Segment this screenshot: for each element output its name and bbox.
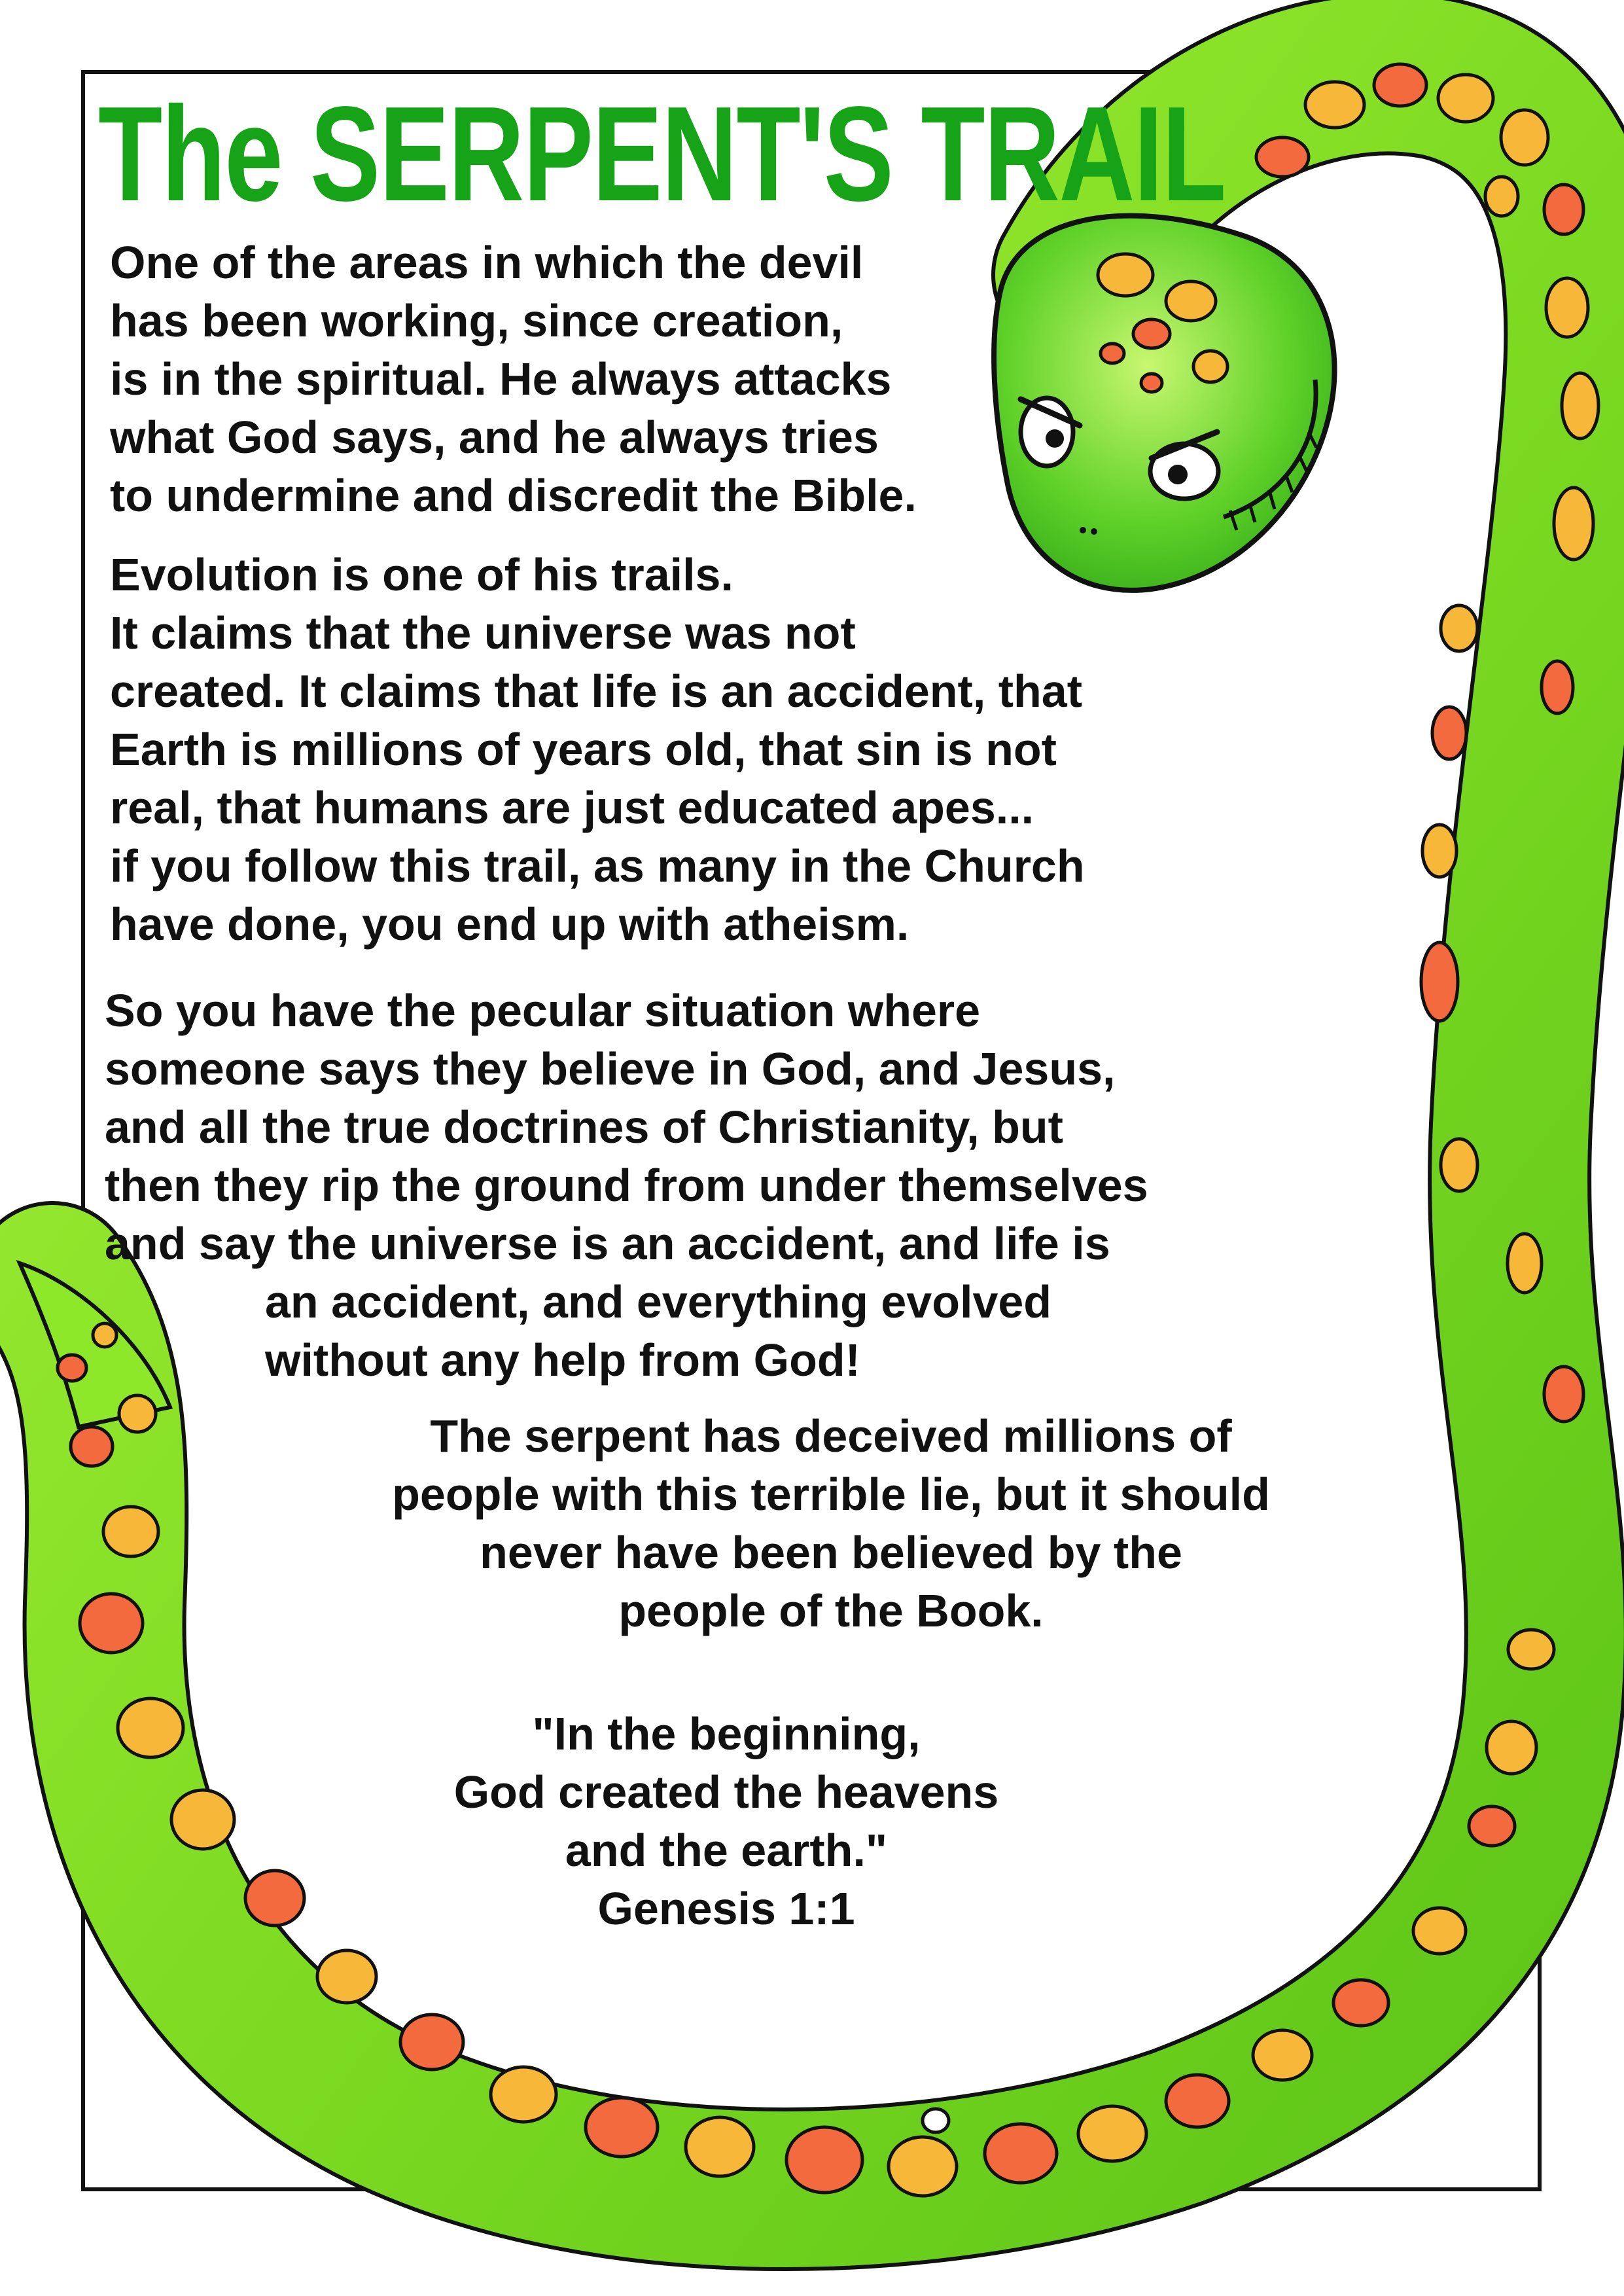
paragraph-line: created. It claims that life is an accident, that <box>110 666 1083 717</box>
page-title: The SERPENT'S TRAIL <box>98 79 1226 229</box>
paragraph-line: an accident, and everything evolved <box>265 1276 1052 1327</box>
paragraph-line: if you follow this trail, as many in the Church <box>110 840 1085 891</box>
paragraph-line: people of the Book. <box>618 1585 1044 1636</box>
paragraph-4 <box>314 1407 1348 1640</box>
paragraph-2 <box>110 546 1085 954</box>
paragraph-line: is in the spiritual. He always attacks <box>110 353 892 404</box>
paragraph-line: and all the true doctrines of Christianity, but <box>105 1102 1063 1153</box>
quote-reference: Genesis 1:1 <box>597 1883 855 1934</box>
paragraph-line: then they rip the ground from under themselves <box>105 1160 1148 1211</box>
paragraph-line: has been working, since creation, <box>110 295 843 346</box>
bible-quote <box>366 1705 1086 1938</box>
paragraph-line: real, that humans are just educated apes... <box>110 782 1034 833</box>
paragraph-line: Evolution is one of his trails. <box>110 549 733 600</box>
quote-line: and the earth." <box>565 1825 888 1876</box>
paragraph-line: without any help from God! <box>265 1335 860 1386</box>
quote-line: "In the beginning, <box>532 1708 921 1759</box>
paragraph-line: and say the universe is an accident, and life is <box>105 1218 1110 1269</box>
quote-line: God created the heavens <box>453 1767 999 1818</box>
paragraph-1 <box>110 234 917 525</box>
paragraph-line: people with this terrible lie, but it should <box>392 1469 1270 1520</box>
paragraph-line: what God says, and he always tries <box>110 412 879 463</box>
paragraph-line: So you have the pecular situation where <box>105 985 981 1036</box>
paragraph-line: Earth is millions of years old, that sin is not <box>110 724 1057 775</box>
paragraph-line: The serpent has deceived millions of <box>430 1410 1232 1462</box>
paragraph-line: someone says they believe in God, and Jesus, <box>105 1043 1116 1094</box>
paragraph-line: to undermine and discredit the Bible. <box>110 470 917 521</box>
paragraph-line: never have been believed by the <box>480 1527 1182 1578</box>
serpent-head <box>994 216 1334 590</box>
paragraph-line: It claims that the universe was not <box>110 607 856 658</box>
paragraph-line: have done, you end up with atheism. <box>110 899 909 950</box>
paragraph-line: One of the areas in which the devil <box>110 237 864 288</box>
paragraph-3 <box>105 982 1148 1390</box>
